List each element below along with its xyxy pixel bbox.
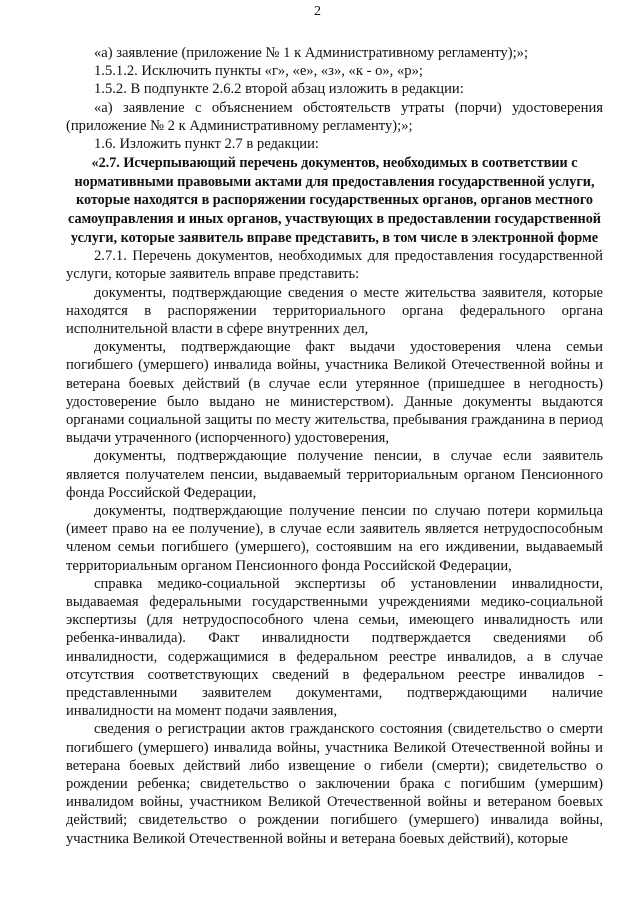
- section-heading: «2.7. Исчерпывающий перечень документов, необходимых в соответствии с нормативными правовыми актами для предоставления государственной услуги, которые находятся в распоряжении государственных органов, органов местного самоуправления и иных органов, участвующих в предоставлении государственной услуги, которые заявитель вправе представить, в том числе в электронной форме: [68, 155, 601, 246]
- paragraph: 1.6. Изложить пункт 2.7 в редакции:: [94, 136, 319, 153]
- document-body: [66, 44, 603, 848]
- paragraph: 1.5.1.2. Исключить пункты «г», «е», «з», «к - о», «р»;: [94, 63, 423, 80]
- paragraph: справка медико-социальной экспертизы об установлении инвалидности, выдаваемая федеральными государственными учреждениями медико-социальной экспертизы (для нетрудоспособного члена семьи, имеющего инвалидность или ребенка-инвалида). Факт инвалидности подтверждается сведениями об инвалидности, содержащимися в федеральном реестре инвалидов, а в случае отсутствия соответствующих сведений в федеральном реестре инвалидов - представленными заявителем документами, подтверждающими наличие инвалидности на момент подачи заявления,: [66, 575, 603, 720]
- page-number: 2: [314, 4, 321, 19]
- paragraph: документы, подтверждающие получение пенсии, в случае если заявитель является получателем пенсии, выдаваемый территориальным органом Пенсионного фонда Российской Федерации,: [66, 448, 603, 501]
- paragraph: документы, подтверждающие получение пенсии по случаю потери кормильца (имеет право на ее получение), в случае если заявитель является нетрудоспособным членом семьи погибшего (умершего), состоявшим на его иждивении, выдаваемый территориальным органом Пенсионного фонда Российской Федерации,: [66, 503, 603, 574]
- paragraph: «а) заявление с объяснением обстоятельств утраты (порчи) удостоверения (приложение № 2 к Административному регламенту);»;: [66, 99, 603, 134]
- paragraph: документы, подтверждающие сведения о месте жительства заявителя, которые находятся в распоряжении территориального органа федерального органа исполнительной власти в сфере внутренних дел,: [66, 284, 603, 337]
- paragraph: документы, подтверждающие факт выдачи удостоверения члена семьи погибшего (умершего) инвалида войны, участника Великой Отечественной войны и ветерана боевых действий (в случае если утерянное (пришедшее в негодность) удостоверение было выдано не министерством). Данные документы выдаются органами социальной защиты по месту жительства, пребывания гражданина в период выдачи утраченного (испорченного) удостоверения,: [66, 339, 603, 447]
- paragraph: 1.5.2. В подпункте 2.6.2 второй абзац изложить в редакции:: [94, 81, 464, 98]
- paragraph: сведения о регистрации актов гражданского состояния (свидетельство о смерти погибшего (умершего) инвалида войны, участника Великой Отечественной войны и ветерана боевых действий либо извещение о гибели (смерти); свидетельство о рождении ребенка; свидетельство о заключении брака с погибшим (умершим) инвалидом войны, участником Великой Отечественной войны и ветераном боевых действий; свидетельство о рождении погибшего (умершего) инвалида войны, участника Великой Отечественной войны и ветерана боевых действий), которые: [66, 721, 603, 847]
- paragraph: 2.7.1. Перечень документов, необходимых для предоставления государственной услуги, которые заявитель вправе представить:: [66, 248, 603, 283]
- paragraph: «а) заявление (приложение № 1 к Административному регламенту);»;: [94, 45, 528, 61]
